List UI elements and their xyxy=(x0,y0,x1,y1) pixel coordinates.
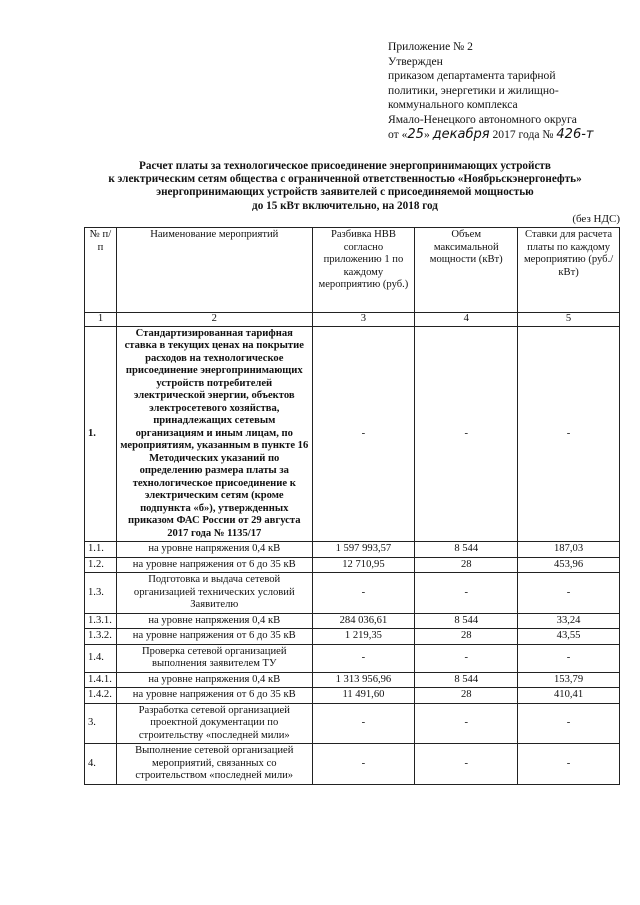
header-power: Объем максимальной мощности (кВт) xyxy=(415,228,518,313)
row-number: 1. xyxy=(85,326,117,542)
row-number: 1.4.2. xyxy=(85,688,117,704)
row-nvv: 12 710,95 xyxy=(312,557,415,573)
header-number: № п/п xyxy=(85,228,117,313)
row-nvv: 11 491,60 xyxy=(312,688,415,704)
header-nvv: Разбивка НВВ согласно приложению 1 по каждому мероприятию (руб.) xyxy=(312,228,415,313)
column-number: 4 xyxy=(415,313,518,327)
table-row xyxy=(85,629,620,645)
title-line-4: до 15 кВт включительно, на 2018 год xyxy=(252,199,438,212)
approval-line-3: приказом департамента тарифной xyxy=(388,69,556,83)
row-power: - xyxy=(415,703,518,744)
row-name: на уровне напряжения 0,4 кВ xyxy=(116,613,312,629)
vat-note: (без НДС) xyxy=(572,213,620,225)
table-row xyxy=(85,613,620,629)
appendix-number: Приложение № 2 xyxy=(388,40,473,53)
row-rate: 43,55 xyxy=(518,629,620,645)
date-month: декабря xyxy=(432,126,490,142)
approval-line-4: политики, энергетики и жилищно- xyxy=(388,83,559,97)
row-rate: - xyxy=(518,703,620,744)
row-power: 8 544 xyxy=(415,542,518,558)
row-name: Разработка сетевой организацией проектной документации по строительству «последней мили» xyxy=(116,703,312,744)
table-row xyxy=(85,326,620,542)
table-row xyxy=(85,542,620,558)
row-number: 1.3.2. xyxy=(85,629,117,645)
row-nvv: 1 313 956,96 xyxy=(312,672,415,688)
title-line-3: энергопринимающих устройств заявителей с присоединяемой мощностью xyxy=(156,186,534,199)
row-rate: 410,41 xyxy=(518,688,620,704)
row-nvv: 1 219,35 xyxy=(312,629,415,645)
row-power: 28 xyxy=(415,629,518,645)
date-prefix: от « xyxy=(388,127,408,141)
row-rate: 187,03 xyxy=(518,542,620,558)
row-rate: - xyxy=(518,326,620,542)
row-name: Проверка сетевой организацией выполнения заявителем ТУ xyxy=(116,644,312,672)
approval-date xyxy=(388,128,633,143)
row-name: Подготовка и выдача сетевой организацией технических условий Заявителю xyxy=(116,573,312,614)
row-nvv: - xyxy=(312,573,415,614)
header-rate: Ставки для расчета платы по каждому мероприятию (руб./кВт) xyxy=(518,228,620,313)
row-name: на уровне напряжения 0,4 кВ xyxy=(116,542,312,558)
approved-label: Утвержден xyxy=(388,54,443,68)
row-number: 1.2. xyxy=(85,557,117,573)
row-power: - xyxy=(415,644,518,672)
row-name: на уровне напряжения от 6 до 35 кВ xyxy=(116,688,312,704)
table-row xyxy=(85,672,620,688)
row-power: - xyxy=(415,573,518,614)
date-mid: » xyxy=(423,127,430,141)
column-number: 1 xyxy=(85,313,117,327)
row-nvv: 1 597 993,57 xyxy=(312,542,415,558)
row-power: 8 544 xyxy=(415,613,518,629)
approval-block xyxy=(388,40,633,142)
row-number: 3. xyxy=(85,703,117,744)
column-number: 3 xyxy=(312,313,415,327)
row-rate: 153,79 xyxy=(518,672,620,688)
row-power: 28 xyxy=(415,557,518,573)
table-row xyxy=(85,644,620,672)
row-nvv: - xyxy=(312,644,415,672)
row-power: - xyxy=(415,326,518,542)
title-line-2: к электрическим сетям общества с ограниченной ответственностью «Ноябрьскэнергонефть» xyxy=(108,173,582,186)
row-rate: - xyxy=(518,744,620,785)
row-number: 1.3. xyxy=(85,573,117,614)
row-name: на уровне напряжения от 6 до 35 кВ xyxy=(116,629,312,645)
table-row xyxy=(85,688,620,704)
row-rate: 453,96 xyxy=(518,557,620,573)
table-row xyxy=(85,744,620,785)
row-number: 4. xyxy=(85,744,117,785)
document-title xyxy=(80,160,610,213)
table-row xyxy=(85,703,620,744)
row-number: 1.4. xyxy=(85,644,117,672)
row-rate: 33,24 xyxy=(518,613,620,629)
row-number: 1.1. xyxy=(85,542,117,558)
date-year: 2017 года № xyxy=(492,127,554,141)
table-row xyxy=(85,573,620,614)
row-nvv: - xyxy=(312,744,415,785)
row-power: 8 544 xyxy=(415,672,518,688)
order-number: 426-т xyxy=(556,126,594,142)
row-nvv: - xyxy=(312,326,415,542)
row-name: на уровне напряжения 0,4 кВ xyxy=(116,672,312,688)
date-day: 25 xyxy=(407,126,424,142)
row-nvv: 284 036,61 xyxy=(312,613,415,629)
row-name: Стандартизированная тарифная ставка в текущих ценах на покрытие расходов на технологическое присоединение энергопринимающих устройств потребителей электрической энергии, объектов электросетевого хозяйства, принадлежащих сетевым организациям и иным лицам, по мероприятиям, указанным в пункте 16 Методических указаний по определению размера платы за технологическое присоединение к электрическим сетям (кроме подпункта «б»), утвержденных приказом ФАС России от 29 августа 2017 года № 1135/17 xyxy=(116,326,312,542)
row-nvv: - xyxy=(312,703,415,744)
table-row xyxy=(85,557,620,573)
row-name: на уровне напряжения от 6 до 35 кВ xyxy=(116,557,312,573)
approval-line-6: Ямало-Ненецкого автономного округа xyxy=(388,112,577,126)
column-number: 2 xyxy=(116,313,312,327)
approval-line-5: коммунального комплекса xyxy=(388,98,518,112)
row-rate: - xyxy=(518,644,620,672)
row-number: 1.3.1. xyxy=(85,613,117,629)
column-number: 5 xyxy=(518,313,620,327)
row-number: 1.4.1. xyxy=(85,672,117,688)
row-power: - xyxy=(415,744,518,785)
title-line-1: Расчет платы за технологическое присоединение энергопринимающих устройств xyxy=(139,160,551,172)
row-power: 28 xyxy=(415,688,518,704)
header-name: Наименование мероприятий xyxy=(116,228,312,313)
row-rate: - xyxy=(518,573,620,614)
row-name: Выполнение сетевой организацией мероприятий, связанных со строительством «последней мили» xyxy=(116,744,312,785)
rate-table xyxy=(84,227,620,785)
